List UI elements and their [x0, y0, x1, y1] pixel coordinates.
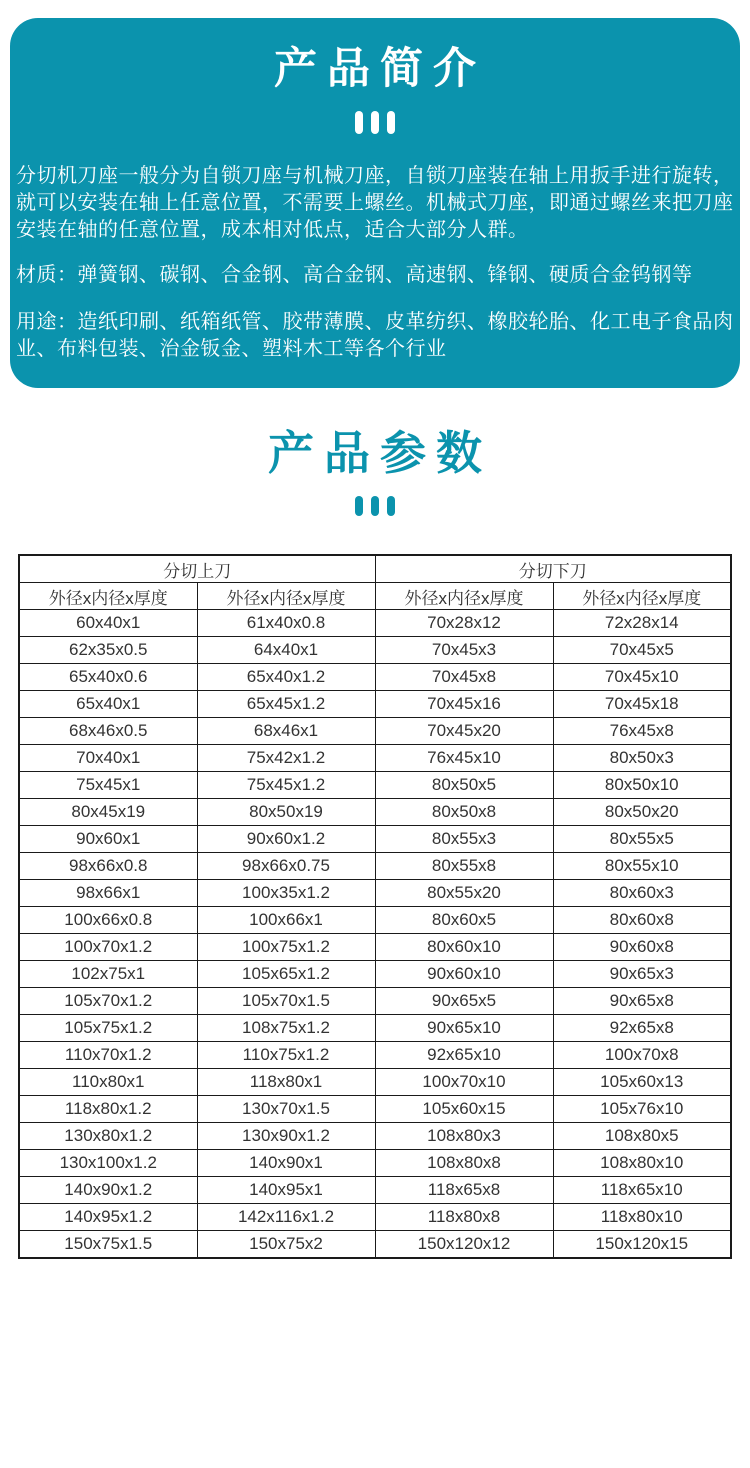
spec-cell: 80x50x8: [375, 799, 553, 826]
spec-cell: 100x70x10: [375, 1069, 553, 1096]
spec-cell: 75x45x1: [19, 772, 197, 799]
spec-cell: 98x66x0.75: [197, 853, 375, 880]
subheader-cell: 外径x内径x厚度: [197, 583, 375, 610]
spec-cell: 118x65x10: [553, 1177, 731, 1204]
bar-icon: [387, 111, 395, 134]
spec-cell: 130x80x1.2: [19, 1123, 197, 1150]
table-row: [19, 826, 731, 853]
spec-cell: 90x60x10: [375, 961, 553, 988]
spec-cell: 98x66x0.8: [19, 853, 197, 880]
spec-cell: 100x35x1.2: [197, 880, 375, 907]
spec-cell: 80x55x10: [553, 853, 731, 880]
table-row: [19, 1123, 731, 1150]
subheader-cell: 外径x内径x厚度: [375, 583, 553, 610]
spec-cell: 150x75x2: [197, 1231, 375, 1259]
spec-cell: 110x70x1.2: [19, 1042, 197, 1069]
spec-cell: 105x75x1.2: [19, 1015, 197, 1042]
spec-cell: 70x45x20: [375, 718, 553, 745]
spec-cell: 62x35x0.5: [19, 637, 197, 664]
spec-cell: 72x28x14: [553, 610, 731, 637]
spec-cell: 105x70x1.2: [19, 988, 197, 1015]
spec-cell: 140x95x1.2: [19, 1204, 197, 1231]
bar-icon: [355, 111, 363, 134]
spec-table-head: [19, 555, 731, 610]
spec-cell: 64x40x1: [197, 637, 375, 664]
bar-icon: [371, 496, 379, 516]
spec-cell: 60x40x1: [19, 610, 197, 637]
spec-cell: 118x80x8: [375, 1204, 553, 1231]
table-row: [19, 1069, 731, 1096]
table-row: [19, 1231, 731, 1259]
spec-cell: 118x80x10: [553, 1204, 731, 1231]
table-row: [19, 610, 731, 637]
subheader-row: [19, 583, 731, 610]
bar-icon: [371, 111, 379, 134]
spec-cell: 80x60x10: [375, 934, 553, 961]
subheader-cell: 外径x内径x厚度: [19, 583, 197, 610]
spec-cell: 70x45x16: [375, 691, 553, 718]
spec-cell: 90x60x1.2: [197, 826, 375, 853]
spec-cell: 110x80x1: [19, 1069, 197, 1096]
spec-cell: 118x65x8: [375, 1177, 553, 1204]
spec-cell: 76x45x8: [553, 718, 731, 745]
spec-cell: 80x50x3: [553, 745, 731, 772]
spec-cell: 90x65x3: [553, 961, 731, 988]
spec-cell: 90x60x8: [553, 934, 731, 961]
spec-cell: 75x42x1.2: [197, 745, 375, 772]
spec-cell: 100x70x1.2: [19, 934, 197, 961]
spec-cell: 92x65x8: [553, 1015, 731, 1042]
spec-cell: 108x80x10: [553, 1150, 731, 1177]
params-title: 产品参数: [268, 427, 492, 479]
spec-cell: 90x65x8: [553, 988, 731, 1015]
spec-cell: 80x60x3: [553, 880, 731, 907]
spec-cell: 80x45x19: [19, 799, 197, 826]
spec-cell: 76x45x10: [375, 745, 553, 772]
table-row: [19, 853, 731, 880]
spec-cell: 100x66x0.8: [19, 907, 197, 934]
spec-cell: 100x66x1: [197, 907, 375, 934]
spec-cell: 108x80x5: [553, 1123, 731, 1150]
table-row: [19, 1150, 731, 1177]
bar-icon: [387, 496, 395, 516]
spec-table: [18, 554, 732, 1259]
spec-cell: 70x45x8: [375, 664, 553, 691]
spec-cell: 80x50x10: [553, 772, 731, 799]
bar-icon: [355, 496, 363, 516]
table-row: [19, 799, 731, 826]
table-row: [19, 637, 731, 664]
spec-cell: 80x55x3: [375, 826, 553, 853]
table-row: [19, 961, 731, 988]
spec-cell: 140x95x1: [197, 1177, 375, 1204]
spec-cell: 100x75x1.2: [197, 934, 375, 961]
intro-paragraph: 分切机刀座一般分为自锁刀座与机械刀座，自锁刀座装在轴上用扳手进行旋转，就可以安装在轴上任意位置，不需要上螺丝。机械式刀座，即通过螺丝来把刀座安装在轴的任意位置，成本相对低点，适合大部分人群。: [16, 165, 734, 241]
intro-title: 产品简介: [274, 45, 486, 93]
spec-cell: 100x70x8: [553, 1042, 731, 1069]
spec-cell: 75x45x1.2: [197, 772, 375, 799]
spec-cell: 140x90x1: [197, 1150, 375, 1177]
spec-cell: 105x76x10: [553, 1096, 731, 1123]
group-header-upper-knife: 分切上刀: [19, 555, 375, 583]
spec-cell: 105x60x13: [553, 1069, 731, 1096]
spec-cell: 102x75x1: [19, 961, 197, 988]
table-row: [19, 934, 731, 961]
spec-cell: 142x116x1.2: [197, 1204, 375, 1231]
spec-table-body: [19, 610, 731, 1259]
spec-cell: 110x75x1.2: [197, 1042, 375, 1069]
table-row: [19, 988, 731, 1015]
spec-cell: 70x45x18: [553, 691, 731, 718]
spec-cell: 118x80x1: [197, 1069, 375, 1096]
table-row: [19, 1042, 731, 1069]
table-row: [19, 772, 731, 799]
spec-cell: 70x28x12: [375, 610, 553, 637]
spec-cell: 105x65x1.2: [197, 961, 375, 988]
table-row: [19, 1177, 731, 1204]
spec-cell: 65x40x1: [19, 691, 197, 718]
triple-bars-icon: [16, 111, 734, 134]
spec-cell: 92x65x10: [375, 1042, 553, 1069]
spec-cell: 80x60x8: [553, 907, 731, 934]
spec-cell: 65x40x0.6: [19, 664, 197, 691]
spec-cell: 68x46x0.5: [19, 718, 197, 745]
spec-cell: 70x45x3: [375, 637, 553, 664]
spec-cell: 90x65x10: [375, 1015, 553, 1042]
spec-cell: 130x100x1.2: [19, 1150, 197, 1177]
spec-cell: 130x90x1.2: [197, 1123, 375, 1150]
intro-card: [10, 18, 740, 388]
spec-cell: 70x45x10: [553, 664, 731, 691]
table-row: [19, 691, 731, 718]
spec-cell: 118x80x1.2: [19, 1096, 197, 1123]
spec-cell: 65x40x1.2: [197, 664, 375, 691]
spec-cell: 105x70x1.5: [197, 988, 375, 1015]
spec-cell: 61x40x0.8: [197, 610, 375, 637]
spec-cell: 80x50x19: [197, 799, 375, 826]
spec-cell: 108x75x1.2: [197, 1015, 375, 1042]
spec-cell: 80x55x8: [375, 853, 553, 880]
triple-bars-icon: [0, 496, 750, 516]
group-header-row: [19, 555, 731, 583]
table-row: [19, 1204, 731, 1231]
spec-cell: 90x60x1: [19, 826, 197, 853]
spec-cell: 68x46x1: [197, 718, 375, 745]
intro-usage-line: 用途：造纸印刷、纸箱纸管、胶带薄膜、皮革纺织、橡胶轮胎、化工电子食品肉业、布料包装、治金钣金、塑料木工等各个行业: [16, 311, 734, 360]
table-row: [19, 1096, 731, 1123]
spec-cell: 80x50x5: [375, 772, 553, 799]
spec-cell: 80x60x5: [375, 907, 553, 934]
spec-cell: 150x75x1.5: [19, 1231, 197, 1259]
table-row: [19, 718, 731, 745]
spec-cell: 150x120x12: [375, 1231, 553, 1259]
subheader-cell: 外径x内径x厚度: [553, 583, 731, 610]
spec-cell: 140x90x1.2: [19, 1177, 197, 1204]
table-row: [19, 664, 731, 691]
table-row: [19, 907, 731, 934]
group-header-lower-knife: 分切下刀: [375, 555, 731, 583]
spec-cell: 90x65x5: [375, 988, 553, 1015]
table-row: [19, 1015, 731, 1042]
spec-cell: 108x80x8: [375, 1150, 553, 1177]
spec-cell: 108x80x3: [375, 1123, 553, 1150]
spec-cell: 80x50x20: [553, 799, 731, 826]
intro-material-line: 材质：弹簧钢、碳钢、合金钢、高合金钢、高速钢、锋钢、硬质合金钨钢等: [16, 264, 693, 286]
spec-cell: 80x55x5: [553, 826, 731, 853]
spec-cell: 70x40x1: [19, 745, 197, 772]
spec-cell: 98x66x1: [19, 880, 197, 907]
spec-cell: 105x60x15: [375, 1096, 553, 1123]
spec-cell: 150x120x15: [553, 1231, 731, 1259]
spec-cell: 70x45x5: [553, 637, 731, 664]
table-row: [19, 880, 731, 907]
spec-cell: 65x45x1.2: [197, 691, 375, 718]
table-row: [19, 745, 731, 772]
params-section: [0, 388, 750, 1259]
spec-cell: 130x70x1.5: [197, 1096, 375, 1123]
spec-cell: 80x55x20: [375, 880, 553, 907]
